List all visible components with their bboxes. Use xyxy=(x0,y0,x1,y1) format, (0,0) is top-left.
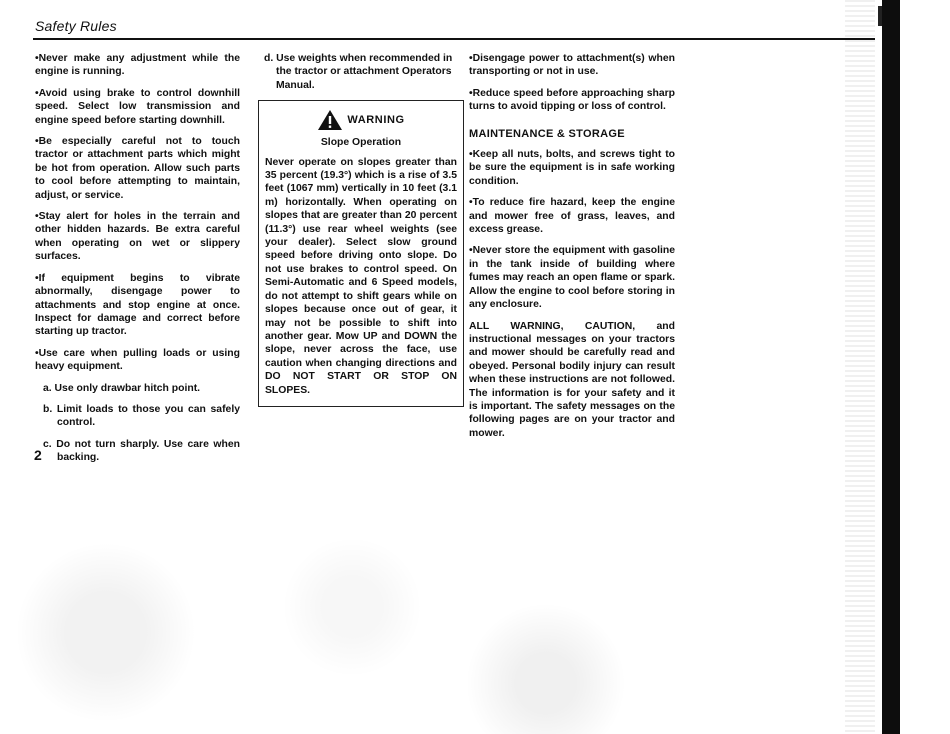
section-heading: MAINTENANCE & STORAGE xyxy=(469,127,625,140)
warning-triangle-icon xyxy=(317,109,343,131)
list-item: c. Do not turn sharply. Use care when backing. xyxy=(43,438,240,464)
paragraph: •Disengage power to attachment(s) when transporting or not in use. xyxy=(469,53,675,78)
binding-edge xyxy=(882,0,900,734)
paragraph: •Keep all nuts, bolts, and screws tight to be sure the equipment is in safe working condition. xyxy=(469,149,675,187)
list-item: b. Limit loads to those you can safely control. xyxy=(43,403,240,429)
paragraph: •Reduce speed before approaching sharp turns to avoid tipping or loss of control. xyxy=(469,87,675,113)
list-item: d. Use weights when recommended in the tractor or attachment Operators Manual. xyxy=(264,53,453,91)
scan-artifact xyxy=(0,480,880,734)
column-middle xyxy=(258,52,460,407)
paragraph: •To reduce fire hazard, keep the engine and mower free of grass, leaves, and excess grease. xyxy=(469,197,675,236)
paragraph: •Never make any adjustment while the engine is running. xyxy=(35,53,240,78)
warning-label: WARNING xyxy=(347,113,405,126)
warning-header xyxy=(265,109,457,131)
paragraph: •Stay alert for holes in the terrain and other hidden hazards. Be extra careful when operating on wet or slippery surfaces. xyxy=(35,211,240,263)
warning-subtitle: Slope Operation xyxy=(320,137,402,149)
header-divider xyxy=(33,38,875,40)
column-right xyxy=(469,52,675,448)
page-title: Safety Rules xyxy=(35,18,117,34)
column-left xyxy=(35,52,240,473)
paragraph: •Avoid using brake to control downhill speed. Select low transmission and engine speed before starting downhill. xyxy=(35,87,240,126)
paragraph: ALL WARNING, CAUTION, and instructional messages on your tractors and mower should be carefully read and obeyed. Personal bodily injury can result when these instructions are not followed. The information is for your safety and it is important. The safety messages on the following pages are on your tractor and mower. xyxy=(469,320,675,439)
list-item: a. Use only drawbar hitch point. xyxy=(43,382,201,394)
warning-box xyxy=(258,100,464,407)
paragraph: •Be especially careful not to touch tractor or attachment parts which might be hot from operation. Allow such parts to cool before attempting to maintain, adjust, or service. xyxy=(35,136,240,201)
scan-edge-artifact xyxy=(845,0,875,734)
paragraph: •Use care when pulling loads or using heavy equipment. xyxy=(35,347,240,373)
paragraph: •Never store the equipment with gasoline in the tank inside of building where fumes may reach an open flame or spark. Allow the engine to cool before storing in any enclosure. xyxy=(469,245,675,311)
paragraph: •If equipment begins to vibrate abnormally, disengage power to attachments and stop engine at once. Inspect for damage and correct before starting up tractor. xyxy=(35,272,240,338)
warning-body: Never operate on slopes greater than 35 percent (19.3°) which is a rise of 3.5 feet (1067 mm) vertically in 10 feet (3.1 m) horizontally. When operating on slopes that are greater than 20 percent (11.3°) use rear wheel weights (see your dealer). Select slow ground speed before driving onto slope. Do not use brakes to control speed. On Semi-Automatic and 6 Speed models, do not attempt to shift gears while on slopes because once out of gear, it may not be possible to shift into another gear. Mow UP and DOWN the slope, never across the face, use caution when changing directions and DO NOT START OR STOP ON SLOPES. xyxy=(265,156,457,396)
page-number: 2 xyxy=(34,447,42,463)
